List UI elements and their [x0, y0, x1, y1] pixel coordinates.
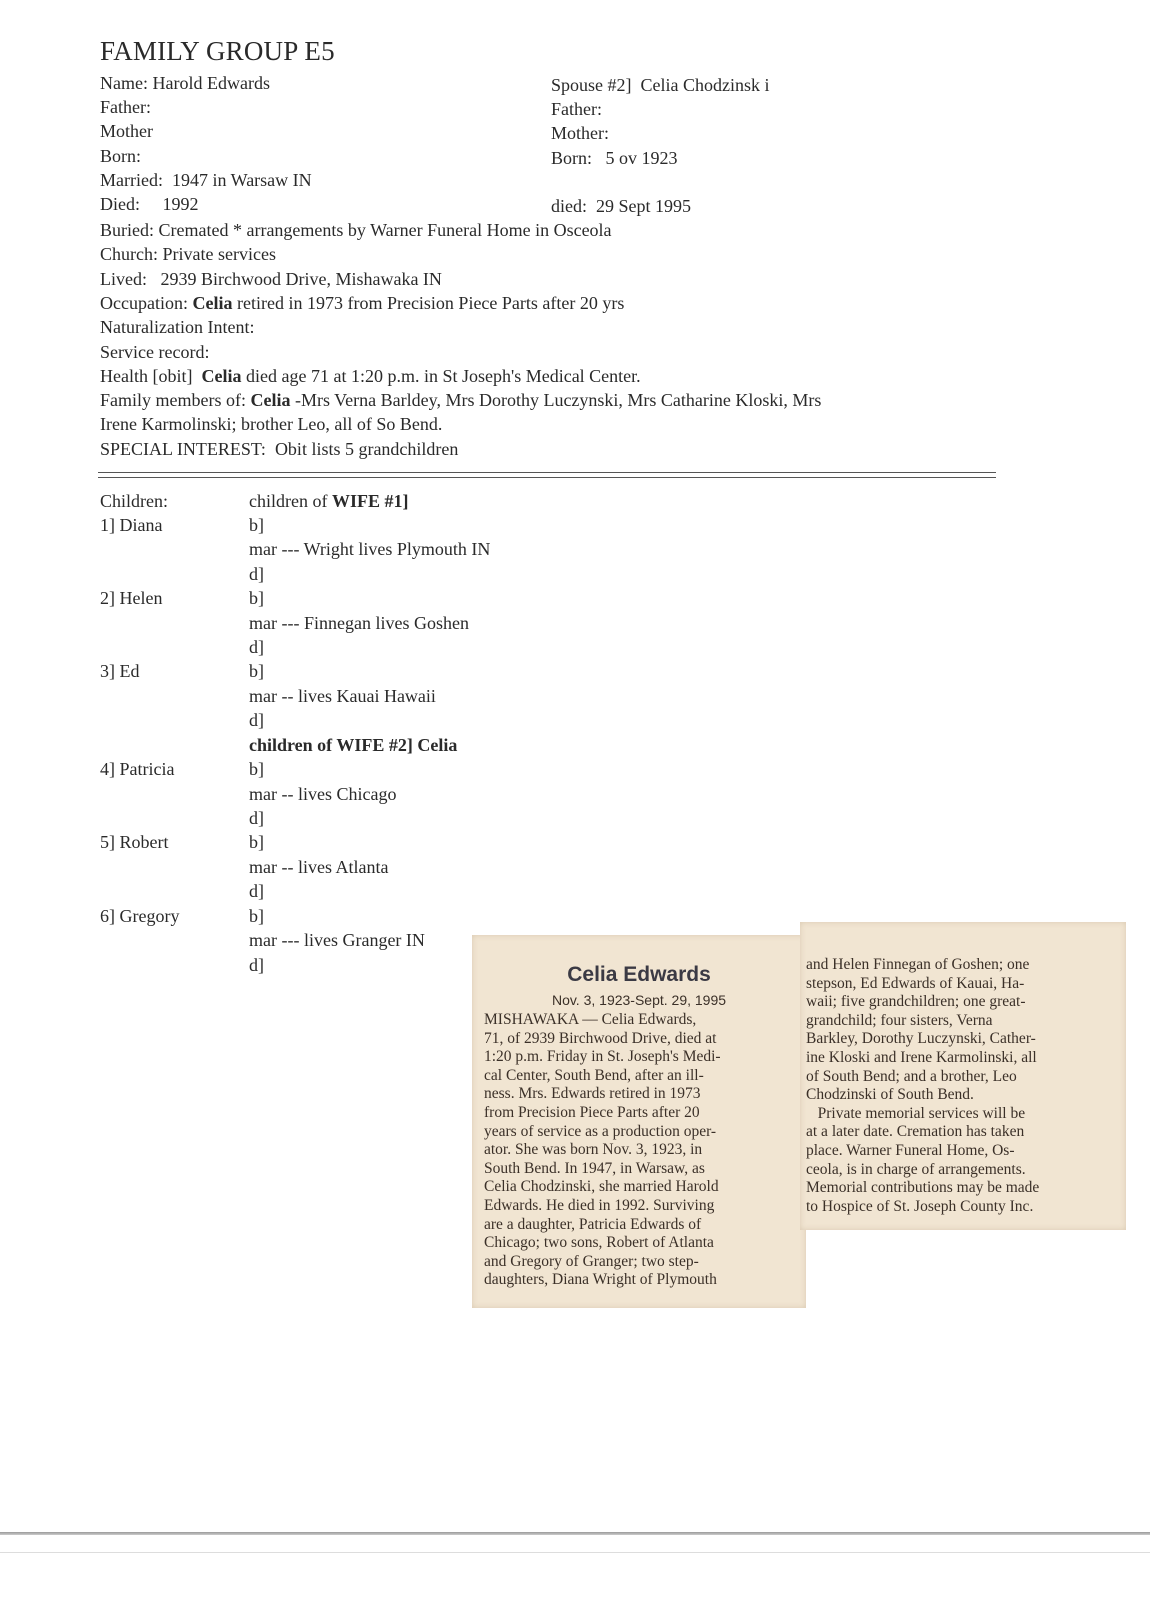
child-born: b] — [249, 832, 264, 852]
child-born: b] — [249, 661, 264, 681]
obituary-line: Barkley, Dorothy Luczynski, Cather- — [806, 1030, 1036, 1048]
child-name: 6] Gregory — [100, 906, 180, 926]
born-field: Born: — [100, 146, 142, 166]
obituary-line: 1:20 p.m. Friday in St. Joseph's Medi- — [484, 1048, 721, 1066]
child-married: mar --- lives Granger IN — [249, 930, 425, 950]
name-field: Name: Harold Edwards — [100, 73, 270, 93]
child-born: b] — [249, 515, 264, 535]
page-title: FAMILY GROUP E5 — [100, 36, 335, 66]
obituary-line: Memorial contributions may be made — [806, 1179, 1040, 1197]
naturalization-field: Naturalization Intent: — [100, 317, 255, 337]
obituary-line: South Bend. In 1947, in Warsaw, as — [484, 1159, 705, 1177]
spouse-field: Spouse #2] Celia Chodzinsk i — [551, 75, 770, 95]
scan-edge — [0, 1552, 1150, 1553]
church-field: Church: Private services — [100, 244, 276, 264]
obituary-line: and Helen Finnegan of Goshen; one — [806, 956, 1030, 973]
obituary-line: years of service as a production oper- — [484, 1122, 717, 1140]
wife1-heading: children of WIFE #1] — [249, 491, 409, 511]
child-name: 4] Patricia — [100, 759, 175, 779]
obituary-line: Celia Chodzinski, she married Harold — [484, 1178, 719, 1196]
child-name: 2] Helen — [100, 588, 163, 608]
obituary-line: are a daughter, Patricia Edwards of — [484, 1215, 702, 1233]
obituary-line: ceola, is in charge of arrangements. — [806, 1160, 1026, 1178]
obituary-clipping-column-2 — [800, 922, 1126, 1230]
obituary-line: Chodzinski of South Bend. — [806, 1086, 974, 1104]
obituary-line: stepson, Ed Edwards of Kauai, Ha- — [806, 974, 1025, 992]
child-name: 3] Ed — [100, 661, 140, 681]
child-born: b] — [249, 906, 264, 926]
special-interest-field: SPECIAL INTEREST: Obit lists 5 grandchildren — [100, 439, 459, 459]
obituary-line: waii; five grandchildren; one great- — [806, 993, 1026, 1011]
obituary-line: cal Center, South Bend, after an ill- — [484, 1066, 704, 1084]
obituary-name: Celia Edwards — [567, 963, 711, 986]
obituary-line: MISHAWAKA — Celia Edwards, — [484, 1011, 697, 1028]
occupation-field: Occupation: Celia retired in 1973 from Precision Piece Parts after 20 yrs — [100, 293, 625, 313]
married-field: Married: 1947 in Warsaw IN — [100, 170, 312, 190]
spouse-born-field: Born: 5 ov 1923 — [551, 148, 678, 168]
child-married: mar --- Finnegan lives Goshen — [249, 613, 469, 633]
child-died: d] — [249, 710, 264, 730]
obituary-line: and Gregory of Granger; two step- — [484, 1252, 699, 1270]
scan-edge — [0, 1532, 1150, 1535]
obituary-line: to Hospice of St. Joseph County Inc. — [806, 1197, 1034, 1215]
obituary-line: grandchild; four sisters, Verna — [806, 1011, 993, 1029]
obituary-line: place. Warner Funeral Home, Os- — [806, 1141, 1015, 1159]
obituary-dates: Nov. 3, 1923-Sept. 29, 1995 — [551, 992, 727, 1008]
spouse-father-field: Father: — [551, 99, 602, 119]
child-born: b] — [249, 588, 264, 608]
obituary-line: from Precision Piece Parts after 20 — [484, 1103, 700, 1121]
family-members-continued: Irene Karmolinski; brother Leo, all of So Bend. — [100, 414, 443, 434]
died-field: Died: 1992 — [100, 194, 199, 214]
child-died: d] — [249, 808, 264, 828]
obituary-line: Private memorial services will be — [806, 1104, 1026, 1122]
obituary-line: 71, of 2939 Birchwood Drive, died at — [484, 1029, 717, 1047]
service-record-field: Service record: — [100, 342, 210, 362]
child-married: mar -- lives Chicago — [249, 784, 397, 804]
child-married: mar --- Wright lives Plymouth IN — [249, 539, 491, 559]
obituary-text-column-2 — [806, 956, 1118, 1216]
obituary-line: ator. She was born Nov. 3, 1923, in — [484, 1141, 703, 1159]
obituary-line: Edwards. He died in 1992. Surviving — [484, 1196, 715, 1214]
wife2-heading: children of WIFE #2] Celia — [249, 735, 458, 755]
buried-field: Buried: Cremated * arrangements by Warner Funeral Home in Osceola — [100, 220, 612, 240]
child-born: b] — [249, 759, 264, 779]
health-field: Health [obit] Celia died age 71 at 1:20 p.m. in St Joseph's Medical Center. — [100, 366, 641, 386]
divider — [98, 477, 996, 478]
divider — [98, 472, 996, 473]
family-members-field: Family members of: Celia -Mrs Verna Barldey, Mrs Dorothy Luczynski, Mrs Catharine Kloski, Mrs — [100, 390, 822, 410]
child-died: d] — [249, 637, 264, 657]
obituary-line: ness. Mrs. Edwards retired in 1973 — [484, 1085, 701, 1103]
spouse-mother-field: Mother: — [551, 123, 609, 143]
obituary-line: daughters, Diana Wright of Plymouth — [484, 1271, 717, 1289]
obituary-clipping-column-1 — [472, 935, 806, 1308]
child-died: d] — [249, 564, 264, 584]
spouse-died-field: died: 29 Sept 1995 — [551, 196, 691, 216]
children-label: Children: — [100, 491, 168, 511]
child-name: 1] Diana — [100, 515, 163, 535]
obituary-line: ine Kloski and Irene Karmolinski, all — [806, 1048, 1037, 1066]
obituary-line: at a later date. Cremation has taken — [806, 1123, 1025, 1141]
child-died: d] — [249, 881, 264, 901]
obituary-line: Chicago; two sons, Robert of Atlanta — [484, 1234, 714, 1252]
mother-field: Mother — [100, 121, 153, 141]
father-field: Father: — [100, 97, 151, 117]
child-married: mar -- lives Atlanta — [249, 857, 389, 877]
lived-field: Lived: 2939 Birchwood Drive, Mishawaka IN — [100, 269, 442, 289]
child-married: mar -- lives Kauai Hawaii — [249, 686, 436, 706]
child-name: 5] Robert — [100, 832, 169, 852]
obituary-text-column-1 — [484, 1011, 796, 1290]
child-died: d] — [249, 955, 264, 975]
obituary-line: of South Bend; and a brother, Leo — [806, 1067, 1017, 1085]
